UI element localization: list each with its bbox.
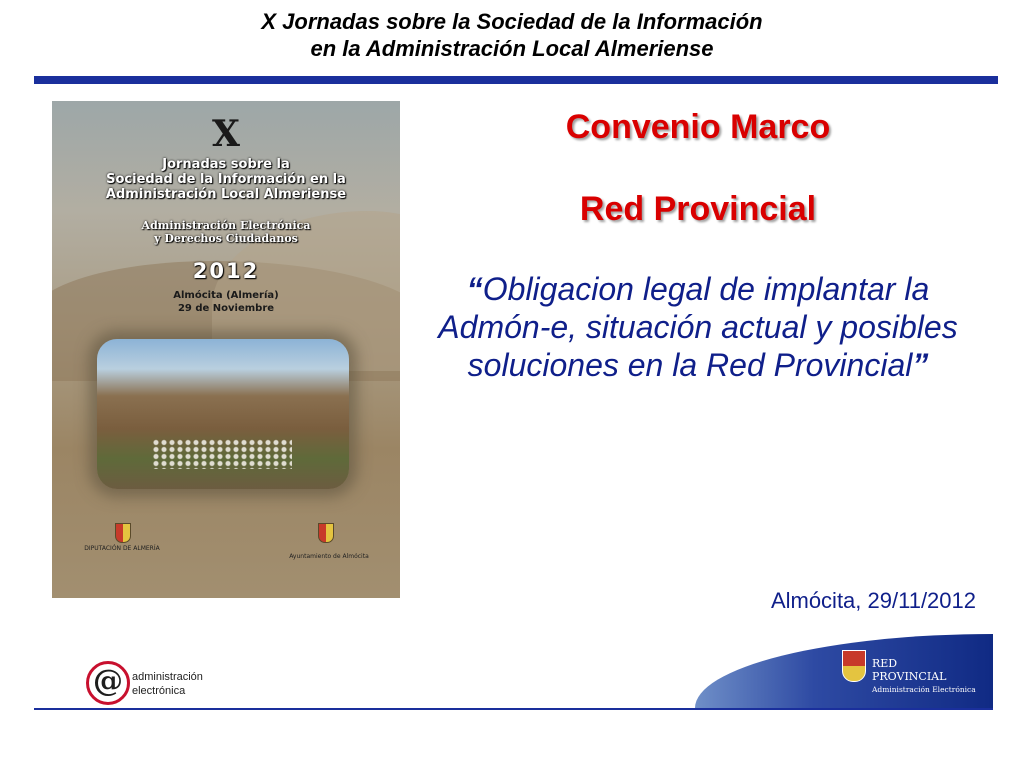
header-divider — [34, 76, 998, 84]
logo-right-line-1: RED — [872, 657, 898, 670]
village-houses — [152, 439, 292, 469]
at-sign-icon: @ — [86, 661, 130, 705]
poster-title-line: Administración Local Almeriense — [105, 187, 347, 202]
diputacion-crest-icon — [115, 523, 131, 543]
administracion-electronica-logo — [86, 660, 226, 708]
poster-title-line: Jornadas sobre la — [162, 157, 290, 172]
logo-right-line-2: PROVINCIAL — [872, 670, 947, 683]
footer-divider — [34, 708, 993, 710]
talk-quote — [428, 270, 968, 384]
poster-year: 2012 — [192, 259, 260, 283]
poster-subtitle-line: Administración Electrónica — [141, 219, 311, 232]
poster-place: Almócita (Almería) — [173, 290, 279, 301]
header-line-1: X Jornadas sobre la Sociedad de la Información — [261, 9, 763, 34]
poster-place-date — [52, 289, 400, 315]
slide-header — [0, 8, 1024, 62]
logo-right-line-3: Administración Electrónica — [872, 685, 976, 694]
poster-numeral: X — [212, 113, 240, 155]
close-quote-mark: ” — [912, 347, 929, 383]
open-quote-mark: “ — [466, 271, 483, 307]
poster-institution-right: Ayuntamiento de Almócita — [289, 553, 369, 560]
poster-date: 29 de Noviembre — [177, 303, 275, 314]
header-line-2: en la Administración Local Almeriense — [310, 36, 714, 61]
logo-left-line-2: electrónica — [132, 685, 186, 697]
provincial-crest-icon — [842, 650, 866, 682]
poster-title — [52, 157, 400, 202]
quote-text: Obligacion legal de implantar la Admón-e, situación actual y posibles soluciones en la Red Provincial — [438, 271, 958, 383]
main-subtitle: Red Provincial — [579, 190, 817, 228]
logo-left-line-1: administración — [132, 671, 203, 683]
location-date: Almócita, 29/11/2012 — [770, 588, 976, 613]
poster-title-line: Sociedad de la Información en la — [106, 172, 346, 187]
poster-subtitle-line: y Derechos Ciudadanos — [154, 232, 298, 245]
ayuntamiento-crest-icon — [318, 523, 334, 543]
village-photo — [97, 339, 349, 489]
poster-subtitle — [52, 219, 400, 245]
main-title: Convenio Marco — [565, 108, 831, 146]
poster-institution-left: DIPUTACIÓN DE ALMERÍA — [84, 545, 160, 552]
event-poster-image — [52, 101, 400, 598]
